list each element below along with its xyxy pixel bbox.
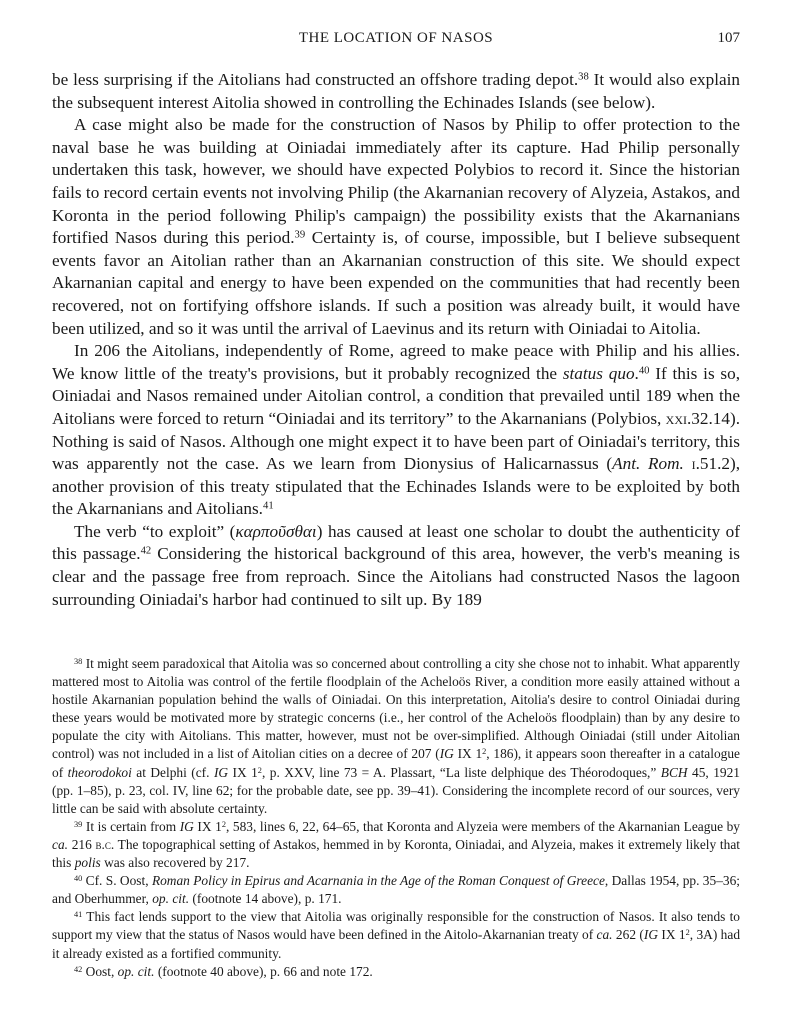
paragraph: A case might also be made for the construction of Nasos by Philip to offer protection to the naval base he was building at Oiniadai immediately after its capture. Had Philip personally undertaken this task, however, we should have expected Polybios to record it. Since the historian fails to record certain events not involving Philip (the Akarnanian recovery of Alyzeia, Astakos, and Koronta in the period following Philip's campaign) the possibility exists that the Akarnanians fortified Nasos during this period.$^{39}$ Certainty is, of course, impossible, but I believe subsequent events favor an Aitolian rather than an Akarnanian construction of this site. We should expect Akarnanian capital and energy to have been expended on the communities that had recently been recovered, not on fortifying offshore islands. If such a position was already built, it would have been utilized, and so it was until the arrival of Laevinus and its return with Oiniadai to Aitolia. bbox=[52, 115, 740, 338]
footnote-42: $^{42}$ Oost, op. cit. (footnote 40 above), p. 66 and note 172. bbox=[74, 963, 373, 979]
running-header bbox=[52, 30, 740, 52]
footnote-38: $^{38}$ It might seem paradoxical that Aitolia was so concerned about controlling a city she chose not to inhabit. What apparently mattered most to Aitolia was control of the fertile floodplain of the Acheloös River, a condition more easily attained without a hostile Akarnanian population behind the walls of Oiniadai. On this interpretation, Aitolia's desire to control Oiniadai during these years would be motivated more by strategic concerns (i.e., her control of the Acheloös floodplain) than by any desire to populate the city with Aitolians. This matter, however, must not be over-simplified. Although Oiniadai (still under Aitolian control) was not included in a list of Aitolian cities on a decree of 207 (IG IX $1^2$, 186), it appears soon thereafter in a catalogue of theorodokoi at Delphi (cf. IG IX $1^2$, p. XXV, line 73 = A. Plassart, “La liste delphique des Théorodoques,” BCH 45, 1921 (pp. 1–85), p. 23, col. IV, line 62; for the probable date, see pp. 39–41). Considering the incomplete record of our sources, very little can be said with absolute certainty. bbox=[52, 656, 740, 816]
footnote-ref[interactable]: 38 bbox=[578, 71, 589, 83]
footnote-40: $^{40}$ Cf. S. Oost, Roman Policy in Epirus and Acarnania in the Age of the Roman Conquest of Greece, Dallas 1954, pp. 35–36; and Oberhummer, op. cit. (footnote 14 above), p. 171. bbox=[52, 873, 741, 907]
greek-word: καρποῦσθαι bbox=[235, 521, 317, 541]
running-title: THE LOCATION OF NASOS bbox=[298, 30, 494, 46]
paragraph: be less surprising if the Aitolians had constructed an offshore trading depot.$^{38}$ It would also explain the subsequent interest Aitolia showed in controlling the Echinades Islands (see below). bbox=[52, 70, 740, 112]
footnote-ref[interactable]: 40 bbox=[638, 365, 650, 377]
footnote-ref[interactable]: 42 bbox=[140, 546, 152, 558]
footnote-41: $^{41}$ This fact lends support to the view that Aitolia was originally responsible for the construction of Nasos. It also tends to support my view that the status of Nasos would have been defined in the Aitolo-Akarnanian treaty of ca. 262 (IG IX $1^2$, 3A) had it already existed as a fortified community. bbox=[52, 909, 741, 961]
footnote-39: $^{39}$ It is certain from IG IX $1^2$, 583, lines 6, 22, 64–65, that Koronta and Alyzeia were members of the Akarnanian League by ca. 216 b.c. The topographical setting of Astakos, hemmed in by Koronta, Oiniadai, and Alyzeia, makes it extremely likely that this polis was also recovered by 217. bbox=[52, 818, 741, 871]
paragraph: The verb “to exploit” (καρποῦσθαι) has caused at least one scholar to doubt the authenticity of this passage.$^{42}$ Considering the historical background of this area, however, the verb's meaning is clear and the passage free from reproach. Since the Aitolians had constructed Nasos the lagoon surrounding Oiniadai's harbor had continued to silt up. By 189 bbox=[52, 521, 740, 609]
footnote-ref[interactable]: 41 bbox=[262, 500, 274, 512]
main-text bbox=[52, 69, 740, 611]
page-number: 107 bbox=[717, 30, 740, 46]
footnotes bbox=[52, 655, 740, 981]
footnote-ref[interactable]: 39 bbox=[294, 229, 306, 241]
paragraph: In 206 the Aitolians, independently of Rome, agreed to make peace with Philip and his allies. We know little of the treaty's provisions, but it probably recognized the status quo.$^{40}$ If this is so, Oiniadai and Nasos remained under Aitolian control, a condition that prevailed until 189 when the Aitolians were forced to return “Oiniadai and its territory” to the Akarnanians (Polybios, xxi.32.14). Nothing is said of Nasos. Although one might expect it to have been part of Oiniadai's territory, this was apparently not the case. As we learn from Dionysius of Halicarnassus (Ant. Rom. i.51.2), another provision of this treaty stipulated that the Echinades Islands were to be exploited by both the Akarnanians and Aitolians.$^{41}$ bbox=[52, 341, 741, 519]
